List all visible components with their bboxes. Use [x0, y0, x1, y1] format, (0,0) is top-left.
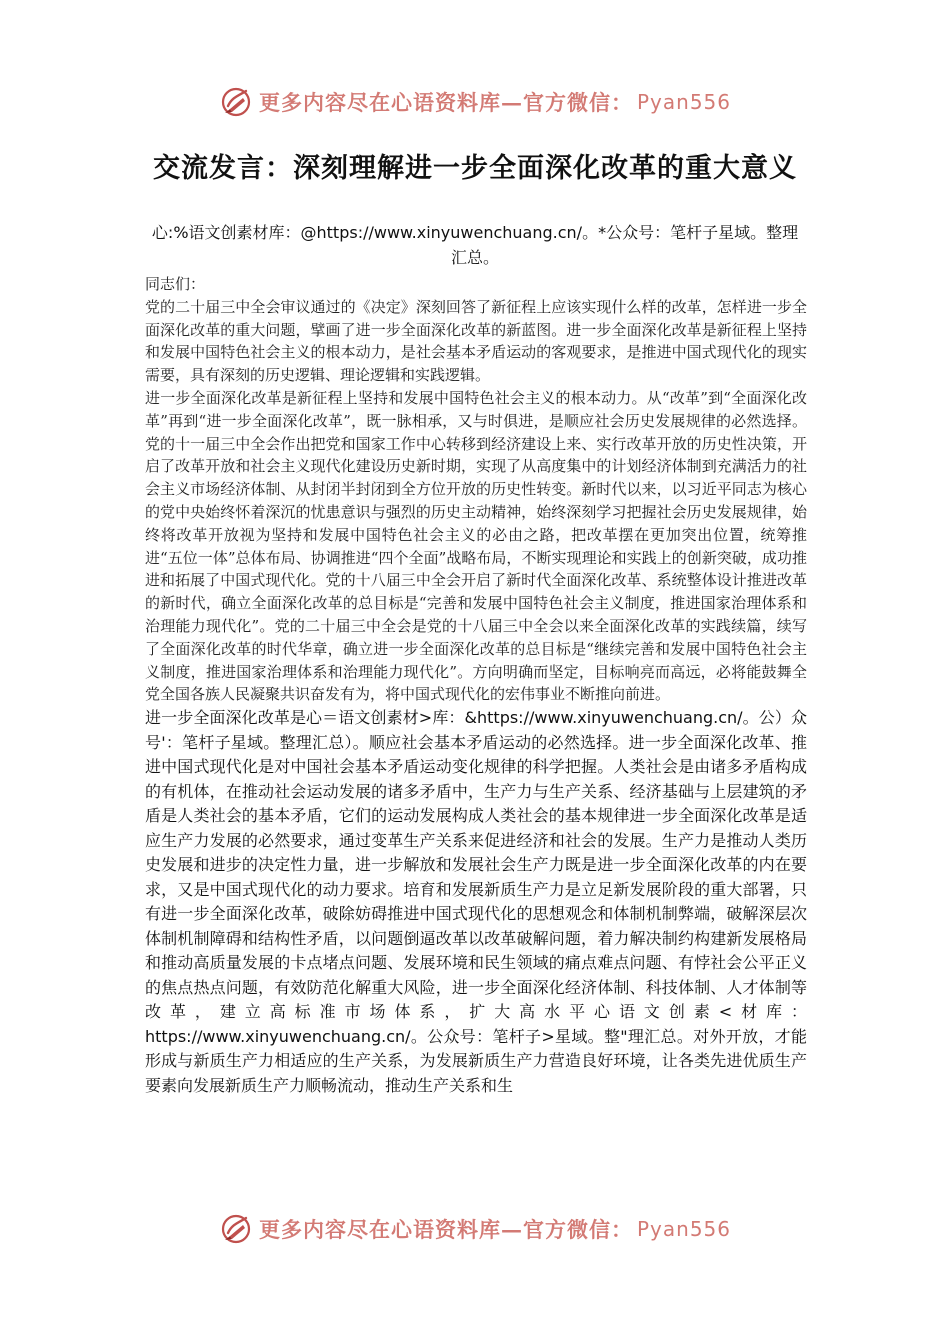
banner-wechat-id: Pyan556: [636, 1217, 731, 1241]
greeting: 同志们：: [145, 275, 206, 293]
banner-text: 更多内容尽在心语资料库—官方微信：: [258, 1217, 633, 1242]
paragraph-1: 党的二十届三中全会审议通过的《决定》深刻回答了新征程上应该实现什么样的改革，怎样进一步全面深化改革的重大问题，擘画了进一步全面深化改革的新蓝图。进一步全面深化改革是新征程上坚持和发展中国特色社会主义的根本动力，是社会基本矛盾运动的客观要求，是推进中国式现代化的现实需要，具有深刻的历史逻辑、理论逻辑和实践逻辑。: [145, 297, 807, 385]
quill-logo-icon: [219, 85, 253, 119]
paragraph-2: 进一步全面深化改革是新征程上坚持和发展中国特色社会主义的根本动力。从“改革”到“全面深化改革”再到“进一步全面深化改革”，既一脉相承，又与时俱进，是顺应社会历史发展规律的必然选择。党的十一届三中全会作出把党和国家工作中心转移到经济建设上来、实行改革开放的历史性决策，开启了改革开放和社会主义现代化建设历史新时期，实现了从高度集中的计划经济体制到充满活力的社会主义市场经济体制、从封闭半封闭到全方位开放的历史性转变。新时代以来，以习近平同志为核心的党中央始终怀着深沉的忧患意识与强烈的历史主动精神，始终深刻学习把握社会历史发展规律，始终将改革开放视为坚持和发展中国特色社会主义的必由之路，把改革摆在更加突出位置，统筹推进“五位一体”总体布局、协调推进“四个全面”战略布局，不断实现理论和实践上的创新突破，成功推进和拓展了中国式现代化。党的十八届三中全会开启了新时代全面深化改革、系统整体设计推进改革的新时代，确立全面深化改革的总目标是“完善和发展中国特色社会主义制度，推进国家治理体系和治理能力现代化”。党的二十届三中全会是党的十八届三中全会以来全面深化改革的实践续篇，续写了全面深化改革的时代华章，确立进一步全面深化改革的总目标是“继续完善和发展中国特色社会主义制度，推进国家治理体系和治理能力现代化”。方向明确而坚定，目标响亮而高远，必将能鼓舞全党全国各族人民凝聚共识奋发有为，将中国式现代化的宏伟事业不断推向前进。: [145, 388, 807, 704]
page-title: 交流发言：深刻理解进一步全面深化改革的重大意义: [153, 153, 797, 184]
banner-wechat-id: Pyan556: [636, 90, 731, 114]
header-banner: [0, 78, 950, 126]
footer-banner: [0, 1205, 950, 1253]
banner-text: 更多内容尽在心语资料库—官方微信：: [258, 90, 633, 115]
paragraph-3: 进一步全面深化改革是心＝语文创素材>库：&https://www.xinyuwenchuang.cn/。公）众号'：笔杆子星域。整理汇总）。顺应社会基本矛盾运动的必然选择。进一步全面深化改革、推进中国式现代化是对中国社会基本矛盾运动变化规律的科学把握。人类社会是由诸多矛盾构成的有机体，在推动社会运动发展的诸多矛盾中，生产力与生产关系、经济基础与上层建筑的矛盾是人类社会的基本矛盾，它们的运动发展构成人类社会的基本规律进一步全面深化改革是适应生产力发展的必然要求，通过变革生产关系来促进经济和社会的发展。生产力是推动人类历史发展和进步的决定性力量，进一步解放和发展社会生产力既是进一步全面深化改革的内在要求，又是中国式现代化的动力要求。培育和发展新质生产力是立足新发展阶段的重大部署，只有进一步全面深化改革，破除妨碍推进中国式现代化的思想观念和体制机制弊端，破解深层次体制机制障碍和结构性矛盾，以问题倒逼改革以改革破解问题，着力解决制约构建新发展格局和推动高质量发展的卡点堵点问题、发展环境和民生领域的痛点难点问题、有悖社会公平正义的焦点热点问题，有效防范化解重大风险，进一步全面深化经济体制、科技体制、人才体制等改革，建立高标准市场体系，扩大高水平心语文创素<材库：https://www.xinyuwenchuang.cn/。公众号：笔杆子>星域。整"理汇总。对外开放，才能形成与新质生产力相适应的生产关系，为发展新质生产力营造良好环境，让各类先进优质生产要素向发展新质生产力顺畅流动，推动生产关系和生: [145, 708, 807, 1095]
quill-logo-icon: [219, 1212, 253, 1246]
document-body: [145, 273, 807, 1098]
source-note: 心:%语文创素材库：@https://www.xinyuwenchuang.cn/。*公众号：笔杆子星域。整理汇总。: [151, 223, 799, 267]
